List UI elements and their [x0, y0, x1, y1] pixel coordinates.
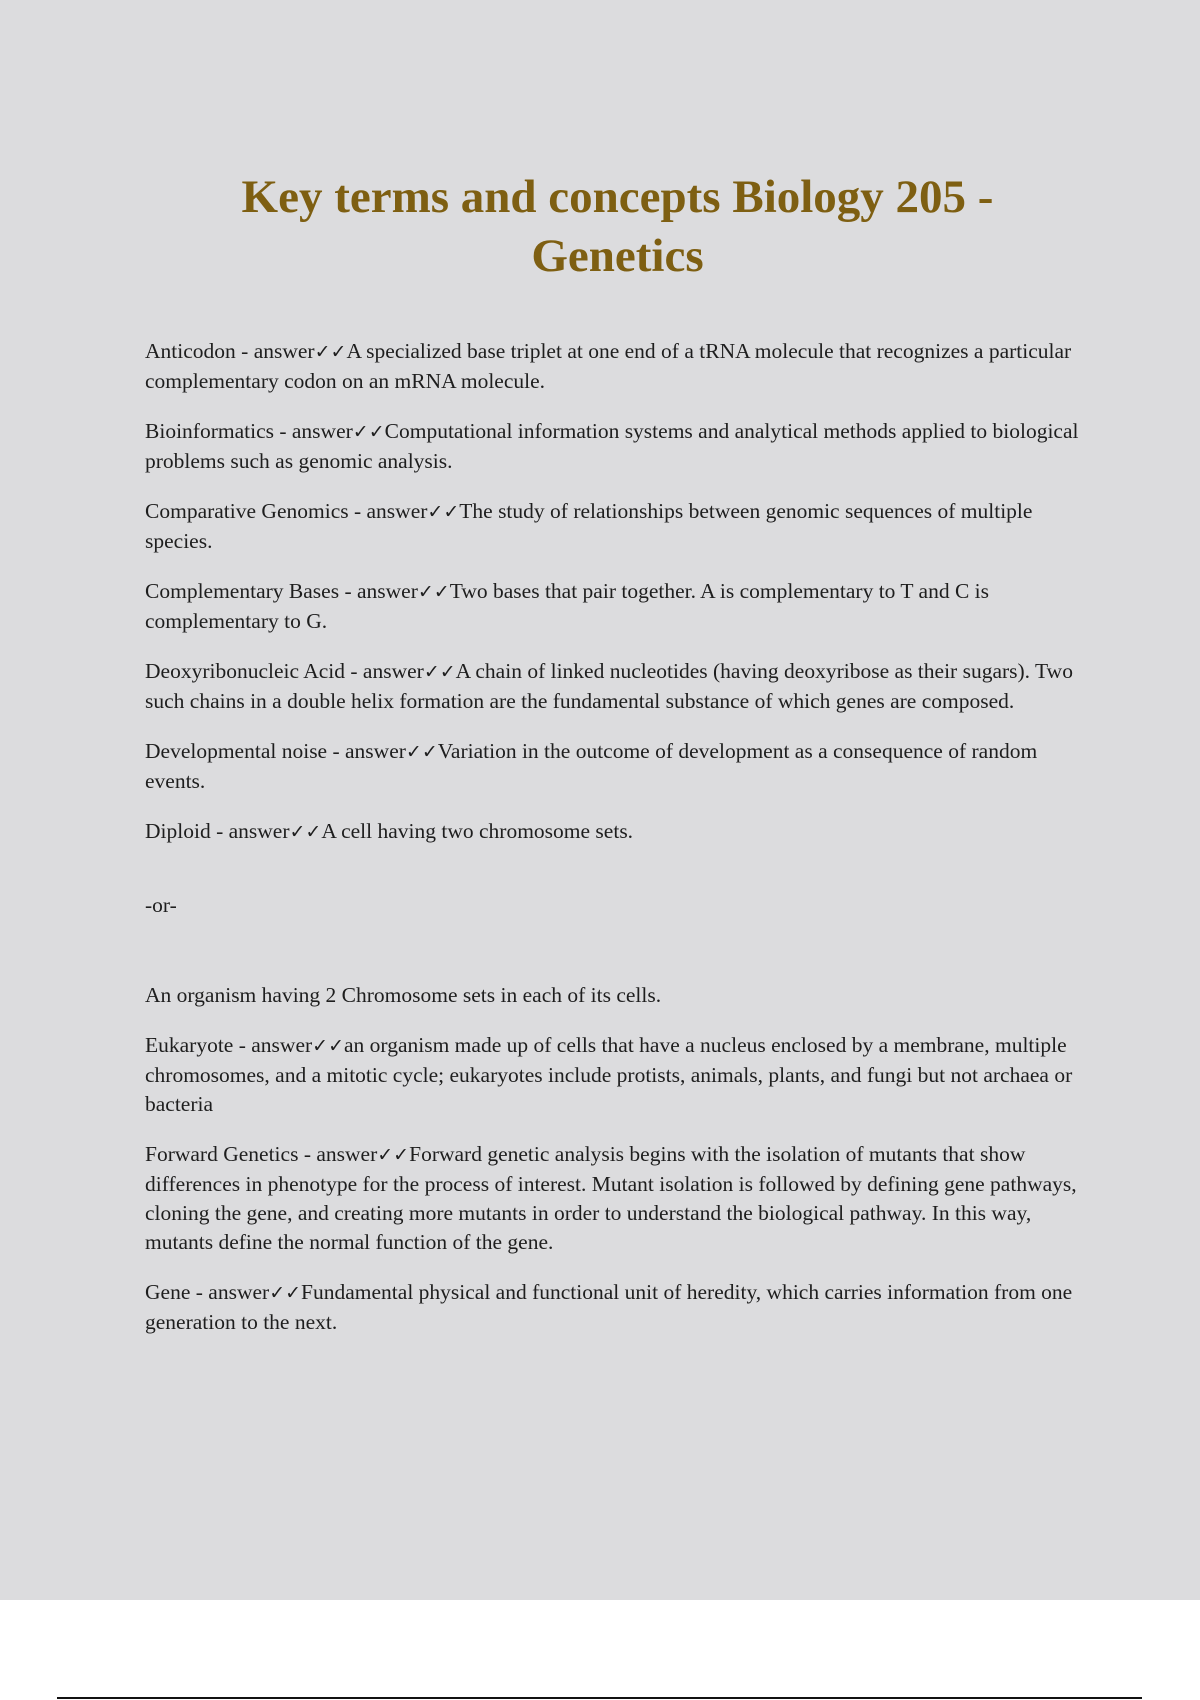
entry-list [145, 337, 1090, 847]
entry-definition: Fundamental physical and functional unit of heredity, which carries information from one generation to the next. [145, 1280, 1073, 1334]
entry-term: Diploid [145, 819, 211, 843]
check-mark-icon: ✓✓ [314, 341, 347, 363]
entry-term: Developmental noise [145, 739, 328, 763]
entry-definition: Computational information systems and analytical methods applied to biological problems such as genomic analysis. [145, 419, 1079, 473]
entry-definition: A chain of linked nucleotides (having deoxyribose as their sugars). Two such chains in a double helix formation are the fundamental substance of which genes are composed. [145, 659, 1073, 713]
entry-term: Deoxyribonucleic Acid [145, 659, 346, 683]
check-mark-icon: ✓✓ [269, 1282, 302, 1304]
entry-definition: Variation in the outcome of development as a consequence of random events. [145, 739, 1038, 793]
entry-definition: Forward genetic analysis begins with the isolation of mutants that show differences in phenotype for the process of interest. Mutant isolation is followed by defining gene pathways, cloning the gene, and creating more mutants in order to understand the biological pathway. In this way, mutants define the normal function of the gene. [145, 1142, 1077, 1254]
entry-answer-label: - answer [298, 1142, 378, 1166]
entry-answer-label: - answer [233, 1033, 313, 1057]
glossary-entry [145, 497, 1090, 556]
glossary-entry [145, 1278, 1090, 1337]
entry-term: Forward Genetics [145, 1142, 299, 1166]
entry-definition: A specialized base triplet at one end of a tRNA molecule that recognizes a particular complementary codon on an mRNA molecule. [145, 339, 1072, 393]
entry-answer-label: - answer [190, 1280, 270, 1304]
check-mark-icon: ✓✓ [423, 661, 456, 683]
entry-definition: The study of relationships between genomic sequences of multiple species. [145, 499, 1033, 553]
entry-answer-label: - answer [327, 739, 406, 763]
entry-definition: an organism made up of cells that have a nucleus enclosed by a membrane, multiple chromosomes, and a mitotic cycle; eukaryotes include protists, animals, plants, and fungi but not archaea or bacteria [145, 1033, 1073, 1116]
or-divider-text: -or- [145, 893, 177, 917]
check-mark-icon: ✓✓ [312, 1035, 345, 1057]
entry-definition: A cell having two chromosome sets. [321, 819, 634, 843]
document-title: Key terms and concepts Biology 205 - Genetics [241, 171, 994, 282]
check-mark-icon: ✓✓ [289, 821, 322, 843]
glossary-entry [145, 1140, 1090, 1257]
check-mark-icon: ✓✓ [377, 1144, 410, 1166]
check-mark-icon: ✓✓ [427, 501, 460, 523]
footer-rule [57, 1697, 1142, 1699]
glossary-entry [145, 577, 1090, 636]
glossary-entry [145, 1031, 1090, 1119]
entry-answer-label: - answer [348, 499, 428, 523]
entry-term: Eukaryote [145, 1033, 234, 1057]
entry-term: Comparative Genomics [145, 499, 349, 523]
entry-answer-label: - answer [339, 579, 418, 603]
entry-term: Anticodon [145, 339, 236, 363]
entry-answer-label: - answer [210, 819, 290, 843]
glossary-entry [145, 417, 1090, 476]
entry-answer-label: - answer [345, 659, 424, 683]
diploid-alternate-definition: An organism having 2 Chromosome sets in each of its cells. [145, 983, 662, 1007]
entry-term: Bioinformatics [145, 419, 274, 443]
glossary-entry [145, 657, 1090, 716]
entry-list-continued [145, 1031, 1090, 1337]
entry-term: Gene [145, 1280, 191, 1304]
entry-answer-label: - answer [273, 419, 353, 443]
entry-term: Complementary Bases [145, 579, 340, 603]
glossary-entry [145, 337, 1090, 396]
check-mark-icon: ✓✓ [417, 581, 450, 603]
glossary-entry [145, 737, 1090, 796]
check-mark-icon: ✓✓ [352, 421, 385, 443]
entry-definition: Two bases that pair together. A is complementary to T and C is complementary to G. [145, 579, 990, 633]
entry-answer-label: - answer [235, 339, 315, 363]
document-content [145, 337, 1090, 1358]
glossary-entry [145, 817, 1090, 847]
check-mark-icon: ✓✓ [405, 741, 438, 763]
